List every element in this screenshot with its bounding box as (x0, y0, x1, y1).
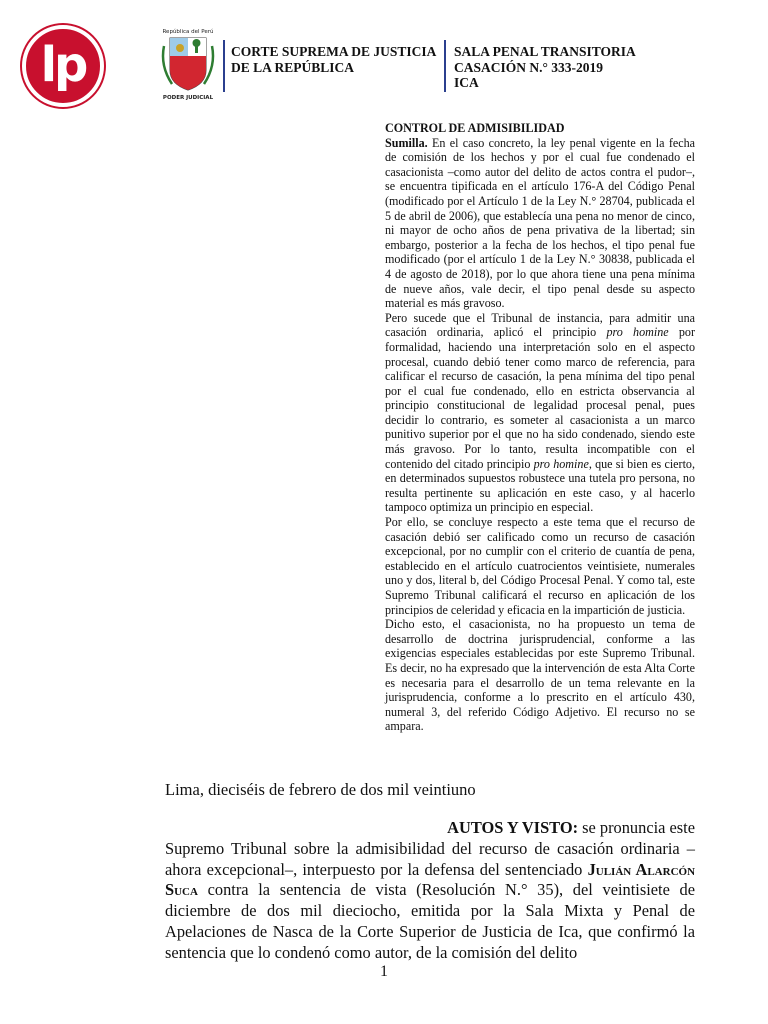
autos-line: AUTOS Y VISTO: se pronuncia este (447, 818, 695, 837)
defendant-name: Julián Alarcón Suca (165, 859, 696, 900)
header-court-line2: DE LA REPÚBLICA (231, 59, 355, 75)
shield-top-text: República del Perú (162, 29, 214, 35)
header-rule-right (444, 40, 446, 92)
header-court (231, 44, 436, 75)
summary-paragraph-4: Dicho esto, el casacionista, no ha propuesto un tema de desarrollo de doctrina jurisprudencial, conforme a las exigencias especiales establecidas por este Supremo Tribunal. Es decir, no ha expresado que la intervención de esta Alta Corte es necesaria para el desarrollo de un tema relevante en la jurisprudencia, conforme a lo prescrito en el artículo 430, numeral 3, del referido Código Adjetivo. El recurso no se ampara. (385, 617, 695, 734)
main-paragraph: Supremo Tribunal sobre la admisibilidad del recurso de casación ordinaria –ahora excepcional–, interpuesto por la defensa del sentenciado Julián Alarcón Suca contra la sentencia de vista (Resolución N.° 35), del veintisiete de diciembre de dos mil dieciocho, emitida por la Sala Mixta y Penal de Apelaciones de Nasca de la Corte Superior de Justicia de Ica, que confirmó la sentencia que lo condenó como autor, de la comisión del delito (165, 838, 696, 962)
summary-block (385, 121, 695, 734)
header-case-line1: SALA PENAL TRANSITORIA (454, 44, 636, 59)
page-number: 1 (380, 963, 388, 980)
summary-paragraph-1: Sumilla. En el caso concreto, la ley penal vigente en la fecha de comisión de los hechos y por el cual fue condenado el casacionista –como autor del delito de actos contra el pudor–, se encuentra tipificada en el artículo 176-A del Código Penal (modificado por el Artículo 1 de la Ley N.° 28704, publicada el 5 de abril de 2006), que establecía una pena no menor de cinco, ni mayor de ocho años de pena privativa de la libertad; sin embargo, posterior a la fecha de los hechos, el tipo penal fue modificado (por el artículo 1 de la Ley N.° 30838, publicada el 4 de agosto de 2018), por lo que ahora tiene una pena mínima de nueve años, vale decir, el tipo penal desde su aspecto material es más gravoso. (385, 135, 695, 311)
poder-judicial-shield-icon (158, 26, 218, 102)
header-case-line2: CASACIÓN N.° 333-2019 (454, 59, 604, 75)
summary-title: CONTROL DE ADMISIBILIDAD (385, 121, 565, 135)
header-rule-left (223, 40, 225, 92)
date-line: Lima, dieciséis de febrero de dos mil veintiuno (165, 780, 476, 799)
lp-logo (22, 25, 104, 107)
autos-label: AUTOS Y VISTO: (447, 818, 579, 837)
shield-bottom-text: PODER JUDICIAL (162, 95, 214, 101)
header-case (454, 44, 636, 91)
header-court-line1: CORTE SUPREMA DE JUSTICIA (231, 44, 437, 59)
header-case-line3: ICA (454, 75, 479, 90)
sumilla-label: Sumilla. (385, 135, 428, 150)
summary-paragraph-3: Por ello, se concluye respecto a este tema que el recurso de casación debió ser calificado como un recurso de casación excepcional, por no cumplir con el criterio de cuantía de pena, establecido en el artículo cuatrocientos veintisiete, numerales uno y dos, literal b, del Código Procesal Penal. Y como tal, este Supremo Tribunal calificará el recurso en aplicación de los principios de celeridad y eficacia en la impartición de justicia. (385, 515, 695, 617)
main-text (165, 818, 695, 964)
lp-logo-text: lp (40, 37, 86, 93)
summary-paragraph-2: Pero sucede que el Tribunal de instancia, para admitir una casación ordinaria, aplicó el principio pro homine por formalidad, haciendo una interpretación solo en el aspecto procesal, cuando debió tener como marco de referencia, para calificar el recurso de casación, la pena mínima del tipo penal por el cual fue condenado, ello en estricta observancia al principio constitucional de legalidad procesal penal, pues decidir lo contrario, es someter al casacionista a un marco punitivo superior por el que no ha sido condenado, siendo este más gravoso. Por lo tanto, resulta incompatible con el contenido del citado principio pro homine, que si bien es cierto, en determinados supuestos robustece una tutela pro persona, no resulta pertinente su aplicación en este caso, y al hacerlo tampoco optimiza un principio en especial. (385, 310, 696, 515)
